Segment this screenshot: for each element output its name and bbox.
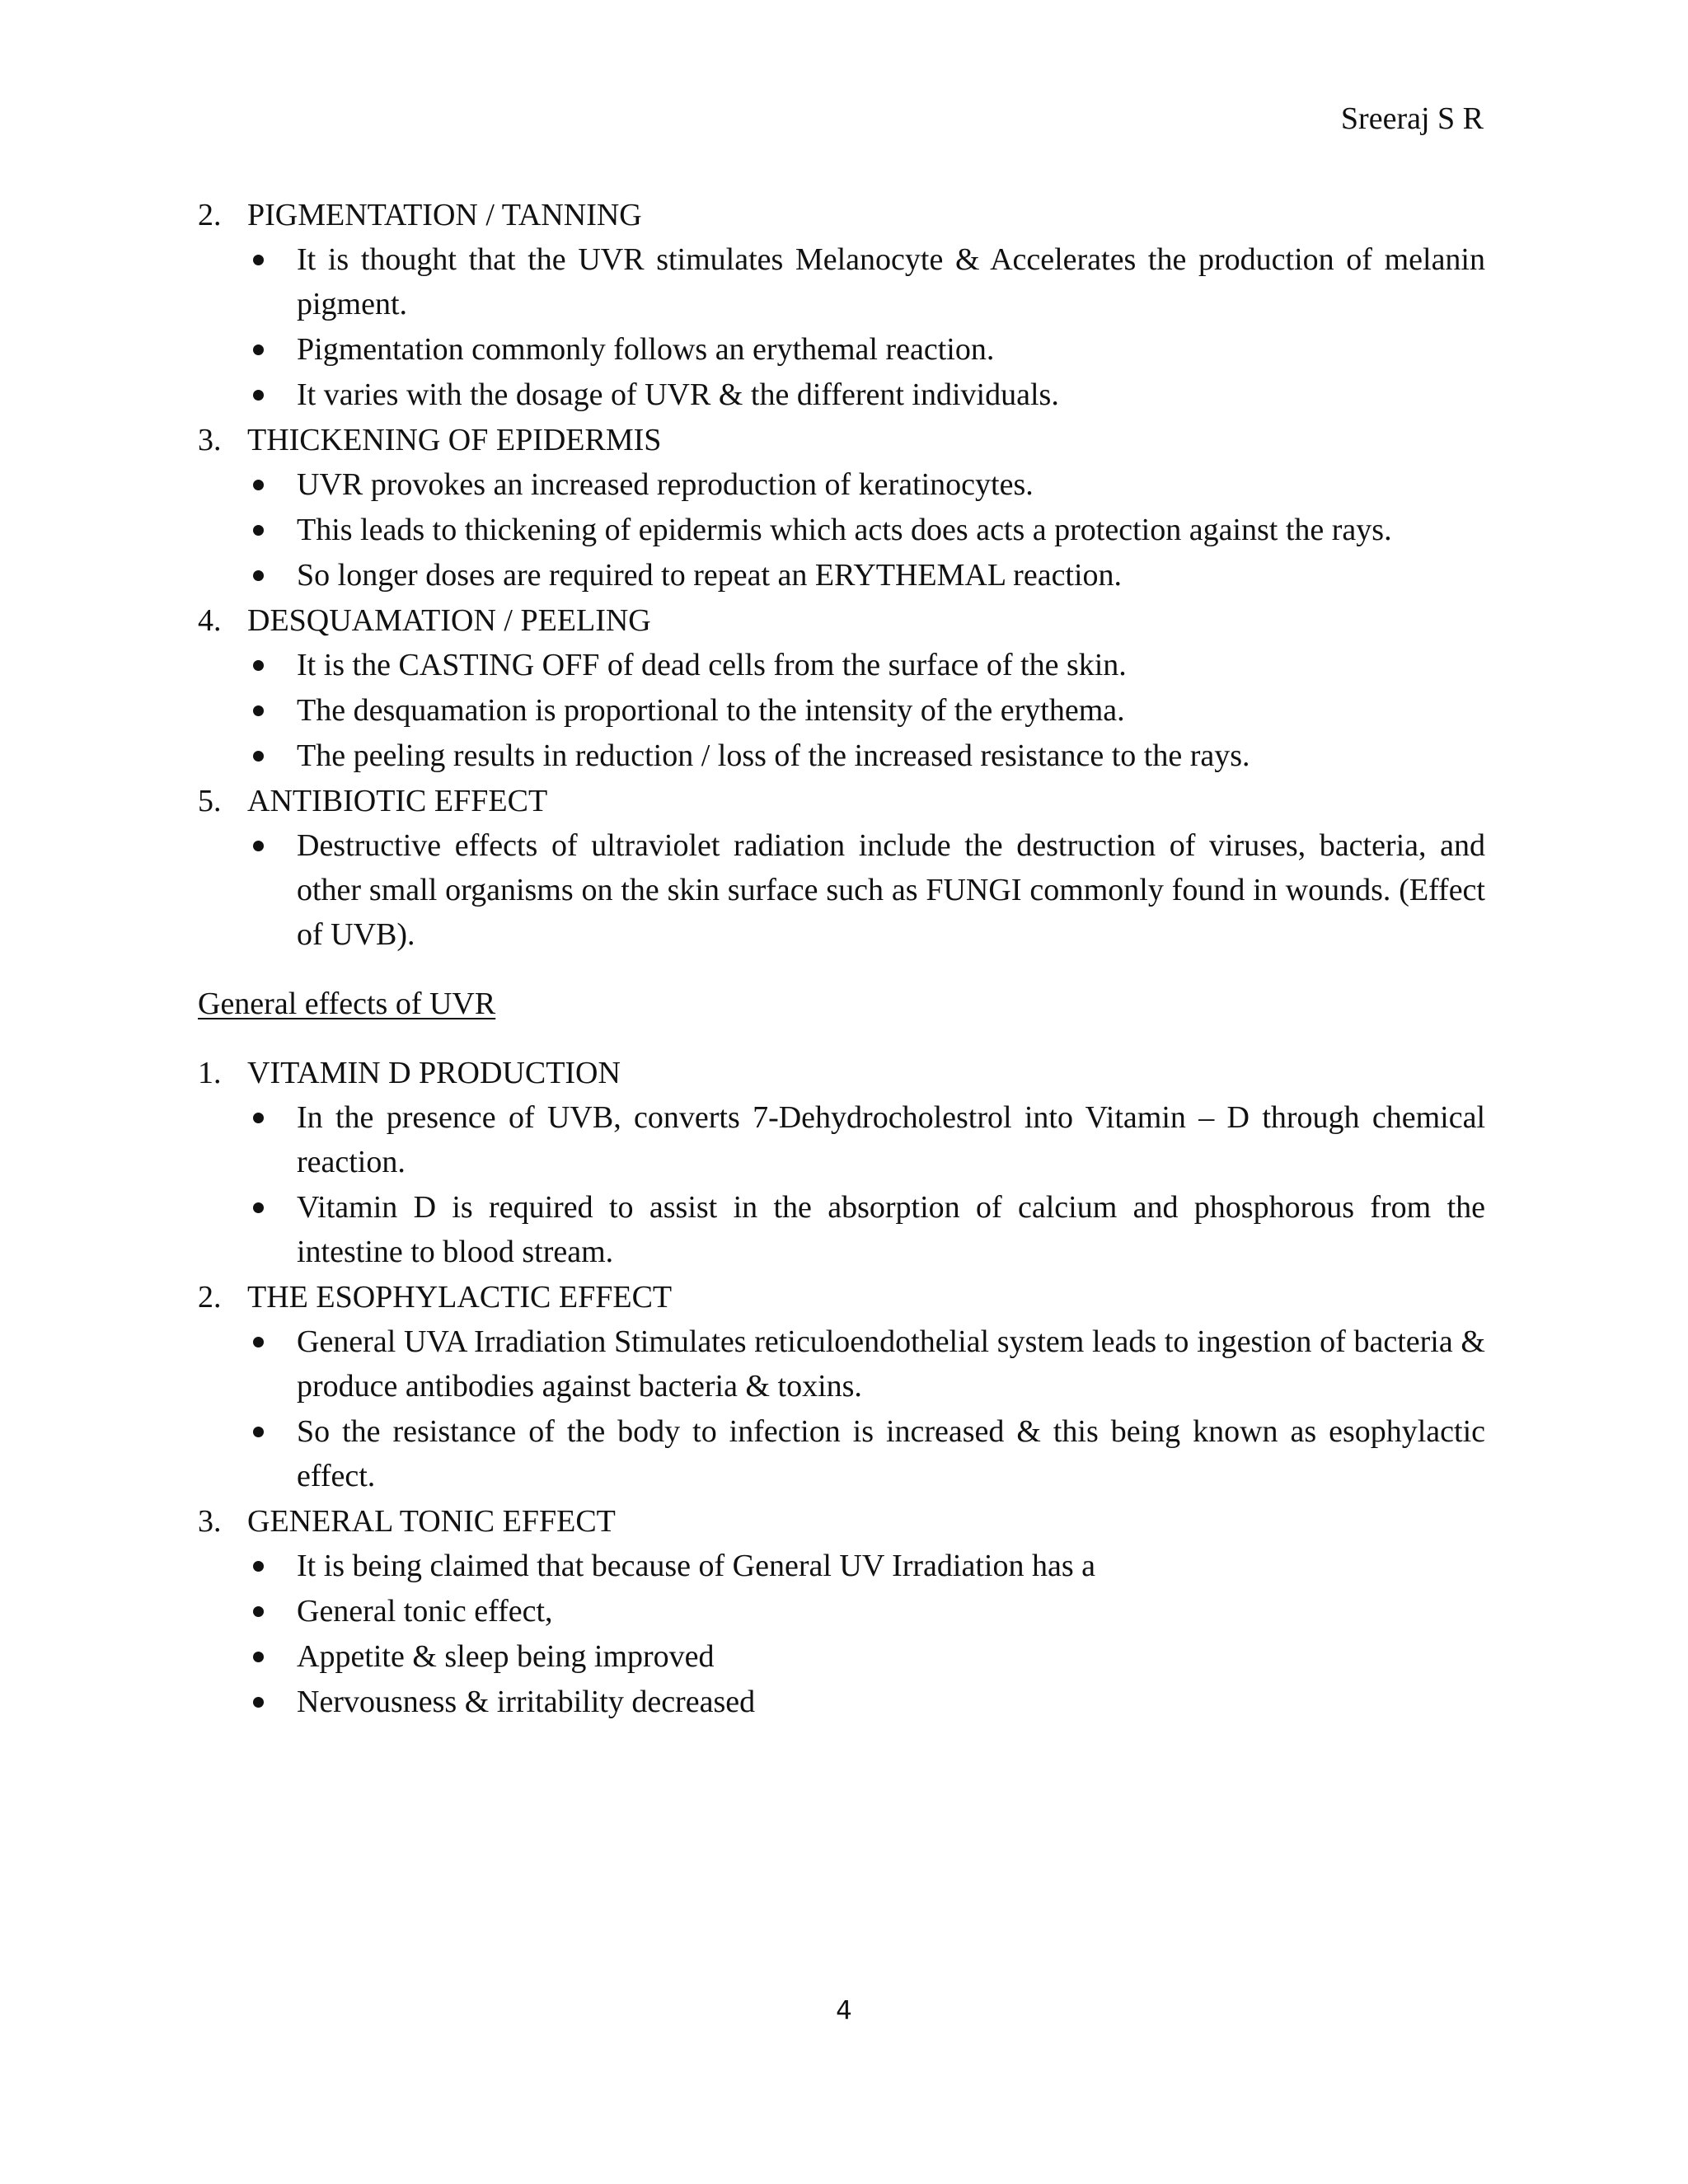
bullet-text: In the presence of UVB, converts 7-Dehydrocholestrol into Vitamin – D through chemical reaction. xyxy=(297,1100,1485,1179)
bullet-text: General tonic effect, xyxy=(297,1594,553,1629)
bullet-text: UVR provokes an increased reproduction of keratinocytes. xyxy=(297,467,1034,502)
list-item-desquamation xyxy=(198,598,1485,778)
bullet-text: Appetite & sleep being improved xyxy=(297,1639,715,1674)
bullet-text: Destructive effects of ultraviolet radiation include the destruction of viruses, bacteria, and other small organisms on the skin surface such as FUNGI commonly found in wounds. (Effect of UVB). xyxy=(297,828,1485,952)
list-item-pigmentation xyxy=(198,193,1485,417)
bullet-text: General UVA Irradiation Stimulates reticuloendothelial system leads to ingestion of bacteria & produce antibodies against bacteria & toxins. xyxy=(297,1324,1485,1404)
bullet-text: This leads to thickening of epidermis which acts does acts a protection against the rays. xyxy=(297,513,1392,547)
page-number: 4 xyxy=(836,1996,852,2026)
bullet-point xyxy=(297,553,1485,598)
bullet-point xyxy=(297,688,1485,733)
item-number: 2. xyxy=(198,1280,222,1315)
bullet-point xyxy=(297,508,1485,552)
bullet-icon xyxy=(251,688,268,733)
list-item-vitamin-d xyxy=(198,1051,1485,1274)
item-title: THE ESOPHYLACTIC EFFECT xyxy=(247,1280,673,1315)
item-title: VITAMIN D PRODUCTION xyxy=(247,1056,621,1090)
bullet-point xyxy=(297,1319,1485,1408)
item-number: 1. xyxy=(198,1056,222,1090)
bullet-icon xyxy=(251,237,268,282)
bullet-icon xyxy=(251,508,268,552)
list-item-tonic xyxy=(198,1499,1485,1724)
bullet-point xyxy=(297,1680,1485,1724)
bullet-point xyxy=(297,1634,1485,1679)
bullet-icon xyxy=(251,1319,268,1364)
bullet-icon xyxy=(251,823,268,868)
bullet-icon xyxy=(251,327,268,372)
bullet-text: Vitamin D is required to assist in the absorption of calcium and phosphorous from the intestine to blood stream. xyxy=(297,1190,1485,1269)
bullet-point xyxy=(297,643,1485,687)
bullet-icon xyxy=(251,1634,268,1679)
local-effects-section xyxy=(198,193,1485,957)
bullet-text: Pigmentation commonly follows an erythemal reaction. xyxy=(297,332,995,367)
bullet-point xyxy=(297,1589,1485,1633)
bullet-point xyxy=(297,327,1485,372)
bullet-point xyxy=(297,1544,1485,1588)
item-number: 2. xyxy=(198,198,222,232)
list-item-esophylactic xyxy=(198,1275,1485,1498)
bullet-text: The desquamation is proportional to the intensity of the erythema. xyxy=(297,693,1125,728)
bullet-icon xyxy=(251,1680,268,1724)
bullet-icon xyxy=(251,1185,268,1230)
bullet-point xyxy=(297,823,1485,957)
bullet-icon xyxy=(251,1409,268,1454)
bullet-point xyxy=(297,1185,1485,1274)
bullet-point xyxy=(297,462,1485,507)
item-number: 3. xyxy=(198,423,222,457)
bullet-icon xyxy=(251,643,268,687)
bullet-text: So the resistance of the body to infection is increased & this being known as esophylactic effect. xyxy=(297,1414,1485,1493)
bullet-point xyxy=(297,733,1485,778)
item-number: 3. xyxy=(198,1504,222,1539)
bullet-text: The peeling results in reduction / loss of the increased resistance to the rays. xyxy=(297,738,1250,773)
bullet-icon xyxy=(251,462,268,507)
bullet-point xyxy=(297,237,1485,326)
item-title: PIGMENTATION / TANNING xyxy=(247,198,642,232)
bullet-icon xyxy=(251,1544,268,1588)
bullet-text: Nervousness & irritability decreased xyxy=(297,1685,756,1719)
bullet-icon xyxy=(251,553,268,598)
bullet-text: It is thought that the UVR stimulates Melanocyte & Accelerates the production of melanin pigment. xyxy=(297,242,1485,321)
item-number: 4. xyxy=(198,603,222,638)
bullet-point xyxy=(297,1095,1485,1184)
item-title: DESQUAMATION / PEELING xyxy=(247,603,651,638)
bullet-icon xyxy=(251,1095,268,1140)
bullet-point xyxy=(297,1409,1485,1498)
bullet-text: It is the CASTING OFF of dead cells from the surface of the skin. xyxy=(297,648,1127,682)
bullet-text: So longer doses are required to repeat an ERYTHEMAL reaction. xyxy=(297,558,1123,593)
section-heading: General effects of UVR xyxy=(198,987,496,1021)
bullet-icon xyxy=(251,733,268,778)
bullet-icon xyxy=(251,1589,268,1633)
item-title: ANTIBIOTIC EFFECT xyxy=(247,784,548,818)
item-number: 5. xyxy=(198,784,222,818)
bullet-icon xyxy=(251,373,268,417)
page-header-author: Sreeraj S R xyxy=(1340,101,1484,136)
list-item-antibiotic xyxy=(198,779,1485,957)
bullet-text: It is being claimed that because of General UV Irradiation has a xyxy=(297,1549,1095,1583)
list-item-thickening xyxy=(198,418,1485,598)
item-title: THICKENING OF EPIDERMIS xyxy=(247,423,662,457)
general-effects-section xyxy=(198,982,1485,1724)
document-body xyxy=(198,193,1485,1725)
bullet-text: It varies with the dosage of UVR & the different individuals. xyxy=(297,377,1059,412)
bullet-point xyxy=(297,373,1485,417)
item-title: GENERAL TONIC EFFECT xyxy=(247,1504,616,1539)
